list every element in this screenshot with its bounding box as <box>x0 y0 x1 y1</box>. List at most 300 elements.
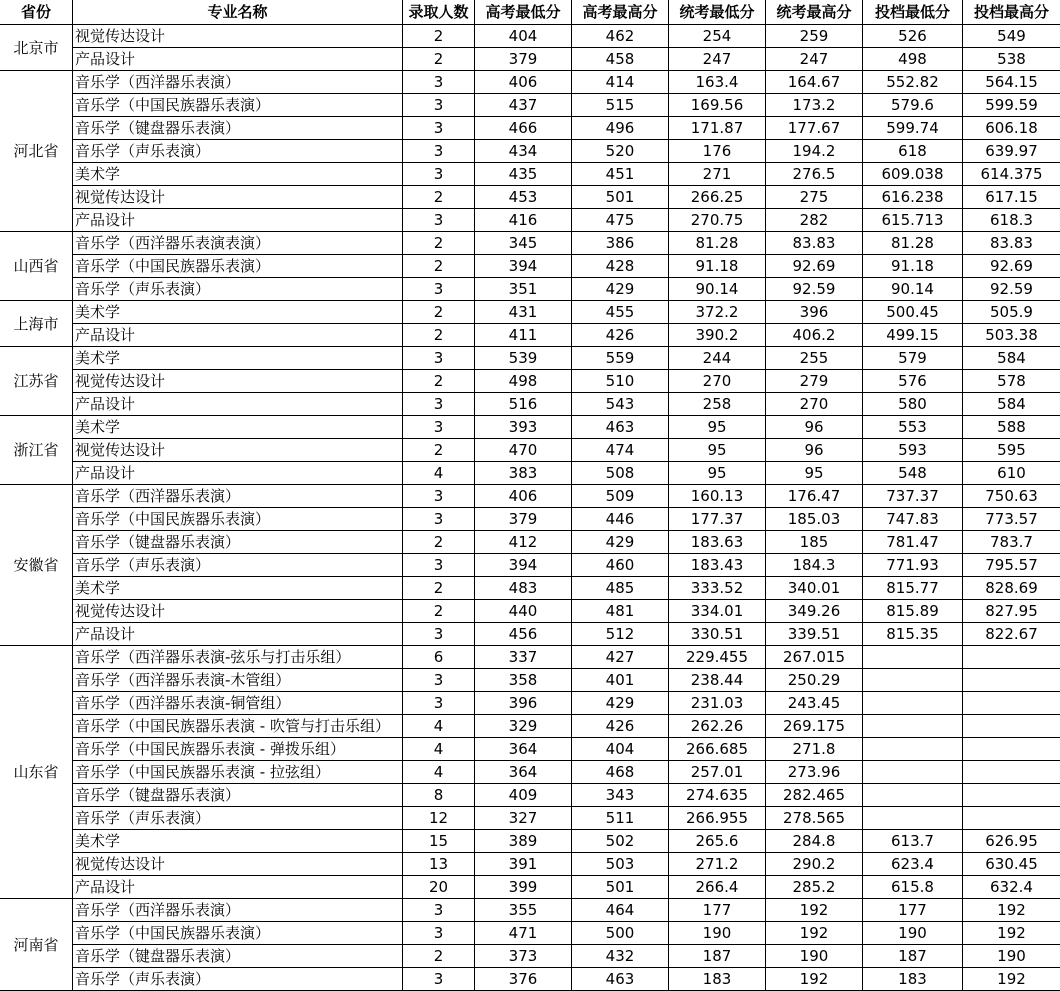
table-row <box>0 140 1060 163</box>
unified-min-cell: 160.13 <box>669 485 766 508</box>
gaokao-max-cell: 455 <box>572 301 669 324</box>
gaokao-max-cell: 426 <box>572 715 669 738</box>
filing-max-cell: 750.63 <box>963 485 1060 508</box>
gaokao-max-cell: 343 <box>572 784 669 807</box>
unified-max-cell: 349.26 <box>766 600 863 623</box>
table-row <box>0 554 1060 577</box>
unified-max-cell: 185.03 <box>766 508 863 531</box>
gaokao-min-cell: 412 <box>475 531 572 554</box>
gaokao-min-cell: 456 <box>475 623 572 646</box>
filing-max-cell: 614.375 <box>963 163 1060 186</box>
table-row <box>0 531 1060 554</box>
unified-min-cell: 95 <box>669 439 766 462</box>
filing-max-cell <box>963 761 1060 784</box>
filing-min-cell: 781.47 <box>863 531 963 554</box>
filing-min-cell: 579.6 <box>863 94 963 117</box>
filing-min-cell: 815.77 <box>863 577 963 600</box>
header-filing-max: 投档最高分 <box>963 0 1060 25</box>
province-cell: 河南省 <box>0 899 73 991</box>
table-row <box>0 439 1060 462</box>
gaokao-max-cell: 500 <box>572 922 669 945</box>
major-cell: 产品设计 <box>73 876 403 899</box>
major-cell: 美术学 <box>73 577 403 600</box>
header-unified-max: 统考最高分 <box>766 0 863 25</box>
unified-min-cell: 244 <box>669 347 766 370</box>
filing-max-cell: 599.59 <box>963 94 1060 117</box>
admitted-count-cell: 3 <box>403 692 475 715</box>
gaokao-max-cell: 429 <box>572 692 669 715</box>
filing-max-cell: 92.59 <box>963 278 1060 301</box>
admitted-count-cell: 2 <box>403 600 475 623</box>
filing-max-cell: 192 <box>963 899 1060 922</box>
table-row <box>0 715 1060 738</box>
filing-min-cell <box>863 807 963 830</box>
unified-min-cell: 266.4 <box>669 876 766 899</box>
unified-min-cell: 163.4 <box>669 71 766 94</box>
filing-min-cell: 183 <box>863 968 963 991</box>
gaokao-min-cell: 406 <box>475 71 572 94</box>
table-row <box>0 761 1060 784</box>
filing-max-cell <box>963 715 1060 738</box>
filing-min-cell: 815.35 <box>863 623 963 646</box>
unified-max-cell: 270 <box>766 393 863 416</box>
filing-min-cell <box>863 692 963 715</box>
province-cell: 江苏省 <box>0 347 73 416</box>
filing-max-cell: 822.67 <box>963 623 1060 646</box>
unified-min-cell: 247 <box>669 48 766 71</box>
table-row <box>0 738 1060 761</box>
gaokao-min-cell: 379 <box>475 48 572 71</box>
gaokao-min-cell: 539 <box>475 347 572 370</box>
table-row <box>0 899 1060 922</box>
gaokao-min-cell: 411 <box>475 324 572 347</box>
filing-max-cell: 828.69 <box>963 577 1060 600</box>
filing-max-cell <box>963 784 1060 807</box>
admitted-count-cell: 2 <box>403 232 475 255</box>
table-row <box>0 25 1060 48</box>
filing-min-cell: 580 <box>863 393 963 416</box>
filing-max-cell: 584 <box>963 347 1060 370</box>
gaokao-min-cell: 394 <box>475 554 572 577</box>
filing-min-cell <box>863 646 963 669</box>
major-cell: 音乐学（西洋器乐表演） <box>73 71 403 94</box>
unified-max-cell: 92.59 <box>766 278 863 301</box>
filing-max-cell: 595 <box>963 439 1060 462</box>
major-cell: 音乐学（中国民族器乐表演） <box>73 255 403 278</box>
gaokao-max-cell: 446 <box>572 508 669 531</box>
admitted-count-cell: 3 <box>403 554 475 577</box>
admitted-count-cell: 4 <box>403 462 475 485</box>
gaokao-max-cell: 543 <box>572 393 669 416</box>
major-cell: 音乐学（西洋器乐表演表演） <box>73 232 403 255</box>
unified-min-cell: 91.18 <box>669 255 766 278</box>
gaokao-min-cell: 435 <box>475 163 572 186</box>
gaokao-max-cell: 496 <box>572 117 669 140</box>
unified-min-cell: 229.455 <box>669 646 766 669</box>
filing-max-cell: 783.7 <box>963 531 1060 554</box>
province-cell: 河北省 <box>0 71 73 232</box>
gaokao-min-cell: 376 <box>475 968 572 991</box>
major-cell: 音乐学（西洋器乐表演-木管组） <box>73 669 403 692</box>
filing-min-cell: 616.238 <box>863 186 963 209</box>
unified-min-cell: 271.2 <box>669 853 766 876</box>
gaokao-max-cell: 502 <box>572 830 669 853</box>
unified-max-cell: 96 <box>766 416 863 439</box>
admitted-count-cell: 2 <box>403 370 475 393</box>
filing-min-cell: 553 <box>863 416 963 439</box>
filing-max-cell: 192 <box>963 968 1060 991</box>
major-cell: 音乐学（键盘器乐表演） <box>73 531 403 554</box>
gaokao-max-cell: 481 <box>572 600 669 623</box>
gaokao-min-cell: 393 <box>475 416 572 439</box>
filing-max-cell: 630.45 <box>963 853 1060 876</box>
gaokao-max-cell: 426 <box>572 324 669 347</box>
filing-min-cell: 187 <box>863 945 963 968</box>
gaokao-max-cell: 485 <box>572 577 669 600</box>
admitted-count-cell: 3 <box>403 485 475 508</box>
admitted-count-cell: 3 <box>403 209 475 232</box>
gaokao-min-cell: 373 <box>475 945 572 968</box>
admitted-count-cell: 6 <box>403 646 475 669</box>
major-cell: 美术学 <box>73 301 403 324</box>
unified-min-cell: 187 <box>669 945 766 968</box>
gaokao-max-cell: 432 <box>572 945 669 968</box>
table-row <box>0 646 1060 669</box>
header-gaokao-min: 高考最低分 <box>475 0 572 25</box>
filing-max-cell: 505.9 <box>963 301 1060 324</box>
major-cell: 音乐学（西洋器乐表演-弦乐与打击乐组） <box>73 646 403 669</box>
table-row <box>0 462 1060 485</box>
table-row <box>0 853 1060 876</box>
gaokao-max-cell: 462 <box>572 25 669 48</box>
table-row <box>0 968 1060 991</box>
unified-max-cell: 275 <box>766 186 863 209</box>
table-row <box>0 347 1060 370</box>
table-row <box>0 807 1060 830</box>
province-cell: 浙江省 <box>0 416 73 485</box>
table-row <box>0 784 1060 807</box>
unified-max-cell: 192 <box>766 968 863 991</box>
unified-max-cell: 92.69 <box>766 255 863 278</box>
gaokao-min-cell: 431 <box>475 301 572 324</box>
filing-min-cell: 498 <box>863 48 963 71</box>
unified-min-cell: 390.2 <box>669 324 766 347</box>
major-cell: 美术学 <box>73 416 403 439</box>
admitted-count-cell: 3 <box>403 393 475 416</box>
major-cell: 音乐学（中国民族器乐表演） <box>73 508 403 531</box>
filing-min-cell: 500.45 <box>863 301 963 324</box>
gaokao-min-cell: 337 <box>475 646 572 669</box>
gaokao-min-cell: 394 <box>475 255 572 278</box>
admitted-count-cell: 3 <box>403 922 475 945</box>
unified-min-cell: 90.14 <box>669 278 766 301</box>
admitted-count-cell: 2 <box>403 577 475 600</box>
filing-max-cell: 192 <box>963 922 1060 945</box>
table-row <box>0 117 1060 140</box>
filing-min-cell: 90.14 <box>863 278 963 301</box>
unified-min-cell: 333.52 <box>669 577 766 600</box>
admitted-count-cell: 3 <box>403 623 475 646</box>
filing-min-cell <box>863 784 963 807</box>
major-cell: 音乐学（西洋器乐表演） <box>73 899 403 922</box>
unified-max-cell: 95 <box>766 462 863 485</box>
filing-min-cell: 615.8 <box>863 876 963 899</box>
header-province: 省份 <box>0 0 73 25</box>
table-row <box>0 48 1060 71</box>
filing-max-cell: 564.15 <box>963 71 1060 94</box>
filing-min-cell <box>863 669 963 692</box>
gaokao-min-cell: 399 <box>475 876 572 899</box>
table-row <box>0 186 1060 209</box>
filing-min-cell: 190 <box>863 922 963 945</box>
table-row <box>0 577 1060 600</box>
filing-max-cell: 588 <box>963 416 1060 439</box>
unified-max-cell: 83.83 <box>766 232 863 255</box>
filing-min-cell: 815.89 <box>863 600 963 623</box>
gaokao-max-cell: 458 <box>572 48 669 71</box>
gaokao-max-cell: 501 <box>572 876 669 899</box>
unified-max-cell: 276.5 <box>766 163 863 186</box>
table-row <box>0 508 1060 531</box>
unified-max-cell: 173.2 <box>766 94 863 117</box>
major-cell: 音乐学（西洋器乐表演-铜管组） <box>73 692 403 715</box>
header-unified-min: 统考最低分 <box>669 0 766 25</box>
filing-max-cell: 92.69 <box>963 255 1060 278</box>
gaokao-min-cell: 498 <box>475 370 572 393</box>
province-cell: 上海市 <box>0 301 73 347</box>
unified-max-cell: 282 <box>766 209 863 232</box>
header-admitted-count: 录取人数 <box>403 0 475 25</box>
admitted-count-cell: 2 <box>403 324 475 347</box>
table-row <box>0 922 1060 945</box>
filing-max-cell: 618.3 <box>963 209 1060 232</box>
admitted-count-cell: 12 <box>403 807 475 830</box>
major-cell: 视觉传达设计 <box>73 853 403 876</box>
major-cell: 音乐学（声乐表演） <box>73 968 403 991</box>
gaokao-min-cell: 391 <box>475 853 572 876</box>
gaokao-min-cell: 329 <box>475 715 572 738</box>
unified-min-cell: 258 <box>669 393 766 416</box>
header-major: 专业名称 <box>73 0 403 25</box>
unified-max-cell: 396 <box>766 301 863 324</box>
table-row <box>0 71 1060 94</box>
gaokao-max-cell: 463 <box>572 416 669 439</box>
table-row <box>0 830 1060 853</box>
filing-min-cell: 499.15 <box>863 324 963 347</box>
admitted-count-cell: 3 <box>403 968 475 991</box>
major-cell: 视觉传达设计 <box>73 370 403 393</box>
filing-max-cell <box>963 646 1060 669</box>
filing-max-cell <box>963 692 1060 715</box>
table-row <box>0 876 1060 899</box>
gaokao-max-cell: 509 <box>572 485 669 508</box>
unified-max-cell: 255 <box>766 347 863 370</box>
gaokao-max-cell: 475 <box>572 209 669 232</box>
filing-max-cell: 795.57 <box>963 554 1060 577</box>
header-filing-min: 投档最低分 <box>863 0 963 25</box>
admitted-count-cell: 13 <box>403 853 475 876</box>
filing-min-cell <box>863 761 963 784</box>
major-cell: 音乐学（声乐表演） <box>73 807 403 830</box>
filing-min-cell: 599.74 <box>863 117 963 140</box>
gaokao-max-cell: 512 <box>572 623 669 646</box>
admitted-count-cell: 3 <box>403 94 475 117</box>
gaokao-max-cell: 515 <box>572 94 669 117</box>
major-cell: 产品设计 <box>73 393 403 416</box>
gaokao-max-cell: 520 <box>572 140 669 163</box>
unified-min-cell: 81.28 <box>669 232 766 255</box>
unified-max-cell: 243.45 <box>766 692 863 715</box>
filing-min-cell: 615.713 <box>863 209 963 232</box>
table-row <box>0 600 1060 623</box>
gaokao-min-cell: 364 <box>475 761 572 784</box>
unified-max-cell: 339.51 <box>766 623 863 646</box>
gaokao-min-cell: 434 <box>475 140 572 163</box>
gaokao-min-cell: 466 <box>475 117 572 140</box>
major-cell: 视觉传达设计 <box>73 186 403 209</box>
unified-min-cell: 177.37 <box>669 508 766 531</box>
unified-max-cell: 185 <box>766 531 863 554</box>
admitted-count-cell: 4 <box>403 761 475 784</box>
province-cell: 山西省 <box>0 232 73 301</box>
filing-min-cell: 747.83 <box>863 508 963 531</box>
gaokao-max-cell: 511 <box>572 807 669 830</box>
gaokao-max-cell: 501 <box>572 186 669 209</box>
admitted-count-cell: 2 <box>403 48 475 71</box>
unified-max-cell: 192 <box>766 922 863 945</box>
table-row <box>0 232 1060 255</box>
unified-min-cell: 330.51 <box>669 623 766 646</box>
gaokao-min-cell: 409 <box>475 784 572 807</box>
admitted-count-cell: 3 <box>403 117 475 140</box>
header-row <box>0 0 1060 25</box>
gaokao-min-cell: 345 <box>475 232 572 255</box>
filing-max-cell: 639.97 <box>963 140 1060 163</box>
filing-min-cell: 177 <box>863 899 963 922</box>
filing-max-cell: 632.4 <box>963 876 1060 899</box>
gaokao-min-cell: 355 <box>475 899 572 922</box>
filing-max-cell: 190 <box>963 945 1060 968</box>
unified-min-cell: 266.685 <box>669 738 766 761</box>
unified-min-cell: 274.635 <box>669 784 766 807</box>
unified-min-cell: 271 <box>669 163 766 186</box>
table-row <box>0 485 1060 508</box>
unified-max-cell: 284.8 <box>766 830 863 853</box>
province-cell: 安徽省 <box>0 485 73 646</box>
filing-max-cell: 578 <box>963 370 1060 393</box>
admitted-count-cell: 2 <box>403 439 475 462</box>
table-row <box>0 945 1060 968</box>
filing-max-cell: 827.95 <box>963 600 1060 623</box>
province-cell: 山东省 <box>0 646 73 899</box>
unified-min-cell: 190 <box>669 922 766 945</box>
unified-min-cell: 266.25 <box>669 186 766 209</box>
gaokao-min-cell: 470 <box>475 439 572 462</box>
major-cell: 产品设计 <box>73 209 403 232</box>
table-row <box>0 209 1060 232</box>
unified-max-cell: 176.47 <box>766 485 863 508</box>
unified-min-cell: 270 <box>669 370 766 393</box>
admitted-count-cell: 2 <box>403 531 475 554</box>
filing-max-cell: 626.95 <box>963 830 1060 853</box>
unified-max-cell: 340.01 <box>766 577 863 600</box>
gaokao-max-cell: 401 <box>572 669 669 692</box>
filing-min-cell: 609.038 <box>863 163 963 186</box>
table-row <box>0 393 1060 416</box>
gaokao-min-cell: 416 <box>475 209 572 232</box>
unified-min-cell: 257.01 <box>669 761 766 784</box>
filing-max-cell <box>963 807 1060 830</box>
unified-min-cell: 95 <box>669 462 766 485</box>
unified-max-cell: 406.2 <box>766 324 863 347</box>
gaokao-min-cell: 437 <box>475 94 572 117</box>
admitted-count-cell: 15 <box>403 830 475 853</box>
filing-min-cell: 623.4 <box>863 853 963 876</box>
table-row <box>0 370 1060 393</box>
unified-min-cell: 265.6 <box>669 830 766 853</box>
unified-min-cell: 177 <box>669 899 766 922</box>
filing-min-cell: 579 <box>863 347 963 370</box>
filing-min-cell: 613.7 <box>863 830 963 853</box>
unified-max-cell: 259 <box>766 25 863 48</box>
major-cell: 音乐学（中国民族器乐表演 - 拉弦组） <box>73 761 403 784</box>
filing-min-cell: 526 <box>863 25 963 48</box>
table-row <box>0 301 1060 324</box>
unified-min-cell: 95 <box>669 416 766 439</box>
gaokao-max-cell: 414 <box>572 71 669 94</box>
gaokao-max-cell: 468 <box>572 761 669 784</box>
gaokao-min-cell: 389 <box>475 830 572 853</box>
unified-max-cell: 194.2 <box>766 140 863 163</box>
header-gaokao-max: 高考最高分 <box>572 0 669 25</box>
unified-min-cell: 266.955 <box>669 807 766 830</box>
unified-max-cell: 273.96 <box>766 761 863 784</box>
admitted-count-cell: 4 <box>403 715 475 738</box>
filing-min-cell: 771.93 <box>863 554 963 577</box>
unified-max-cell: 285.2 <box>766 876 863 899</box>
gaokao-max-cell: 404 <box>572 738 669 761</box>
gaokao-max-cell: 474 <box>572 439 669 462</box>
gaokao-min-cell: 364 <box>475 738 572 761</box>
unified-min-cell: 238.44 <box>669 669 766 692</box>
major-cell: 音乐学（中国民族器乐表演 - 弹拨乐组） <box>73 738 403 761</box>
major-cell: 音乐学（中国民族器乐表演） <box>73 94 403 117</box>
filing-min-cell <box>863 715 963 738</box>
filing-min-cell: 576 <box>863 370 963 393</box>
gaokao-max-cell: 464 <box>572 899 669 922</box>
gaokao-min-cell: 516 <box>475 393 572 416</box>
filing-max-cell: 503.38 <box>963 324 1060 347</box>
gaokao-max-cell: 510 <box>572 370 669 393</box>
unified-min-cell: 183.63 <box>669 531 766 554</box>
admitted-count-cell: 2 <box>403 255 475 278</box>
filing-max-cell: 584 <box>963 393 1060 416</box>
unified-max-cell: 247 <box>766 48 863 71</box>
unified-max-cell: 190 <box>766 945 863 968</box>
gaokao-min-cell: 383 <box>475 462 572 485</box>
unified-min-cell: 183 <box>669 968 766 991</box>
filing-min-cell: 593 <box>863 439 963 462</box>
unified-min-cell: 270.75 <box>669 209 766 232</box>
unified-max-cell: 278.565 <box>766 807 863 830</box>
unified-min-cell: 334.01 <box>669 600 766 623</box>
gaokao-min-cell: 379 <box>475 508 572 531</box>
filing-min-cell: 81.28 <box>863 232 963 255</box>
filing-min-cell <box>863 738 963 761</box>
admitted-count-cell: 4 <box>403 738 475 761</box>
major-cell: 视觉传达设计 <box>73 600 403 623</box>
admitted-count-cell: 20 <box>403 876 475 899</box>
